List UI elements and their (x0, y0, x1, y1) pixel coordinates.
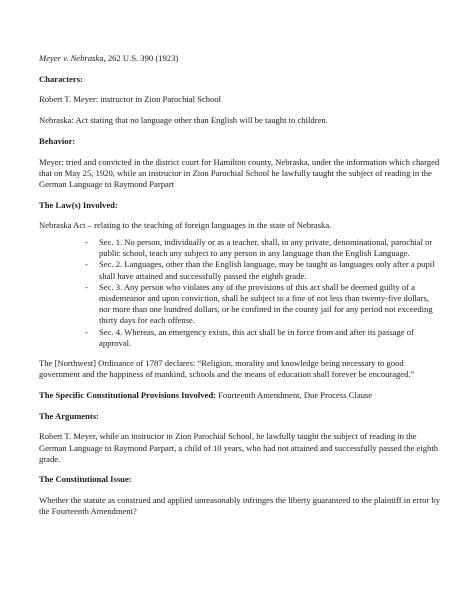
provisions-heading: The Specific Constitutional Provisions Involved: (39, 389, 216, 400)
act-section-2 (39, 259, 441, 281)
behavior-text: Meyer: tried and convicted in the district court for Hamilton county, Nebraska, under the information which charged that on May 25, 1920, while an instructor in Zion Parochial School he lawfully taught the subject of reading in the German Language to Raymond Parpart (39, 156, 440, 189)
arguments-text: Robert T. Meyer, while an instructor in Zion Parochial School, he lawfully taught the subject of reading in the German Language to Raymond Parpart, a child of 10 years, who had not attained and successfully passed the eighth grade. (39, 431, 439, 464)
laws-heading: The Law(s) Involved: (39, 199, 118, 210)
arguments-heading: The Arguments: (39, 410, 99, 421)
act-sections-list (39, 237, 441, 349)
behavior-heading: Behavior: (39, 135, 76, 146)
act-section-4 (39, 327, 441, 349)
document-page (39, 53, 441, 527)
character-meyer: Robert T. Meyer: instructor in Zion Parochial School (39, 94, 222, 105)
character-nebraska: Nebraska: Act stating that no language other than English will be taught to children. (39, 115, 328, 126)
provisions-paragraph (39, 390, 441, 401)
act-section-text: Sec. 4. Whereas, an emergency exists, this act shall be in force from and after its passage of approval. (99, 326, 414, 348)
case-citation: , 262 U.S. 390 (1923) (103, 53, 179, 63)
characters-heading: Characters: (39, 73, 83, 84)
ordinance-text: The [Northwest] Ordinance of 1787 declares: “Religion, morality and knowledge being necessary to good government and the happiness of mankind, schools and the means of education shall forever be encouraged.” (39, 358, 415, 380)
bullet-dash: - (85, 237, 88, 248)
laws-intro: Nebraska Act – relating to the teaching of foreign languages in the state of Nebraska. (39, 220, 332, 231)
act-section-3 (39, 282, 441, 327)
case-name: Meyer v. Nebraska (39, 53, 104, 63)
act-section-1 (39, 237, 441, 259)
issue-heading: The Constitutional Issue: (39, 474, 132, 485)
case-title (39, 53, 441, 64)
bullet-dash: - (85, 326, 88, 337)
bullet-dash: - (85, 281, 88, 292)
act-section-text: Sec. 2. Languages, other than the English language, may be taught as languages only after a pupil shall have attained and successfully passed the eighth grade. (99, 259, 435, 281)
issue-text: Whether the statute as construed and applied unreasonably infringes the liberty guaranteed to the plaintiff in error by the Fourteenth Amendment? (39, 495, 440, 517)
provisions-text: Fourteenth Amendment, Due Process Clause (216, 389, 373, 400)
bullet-dash: - (85, 259, 88, 270)
act-section-text: Sec. 1. No person, individually or as a teacher, shall, in any private, denominational, parochial or public school, teach any subject to any person in any language than the English Language. (99, 237, 433, 259)
act-section-text: Sec. 3. Any person who violates any of the provisions of this act shall be deemed guilty of a misdemeanor and upon conviction, shall be subject to a fine of not less than twenty-five dollars, nor more than one hundred dollars, or be confined in the county jail for any period not exceeding thirty days for each offense. (99, 281, 433, 326)
